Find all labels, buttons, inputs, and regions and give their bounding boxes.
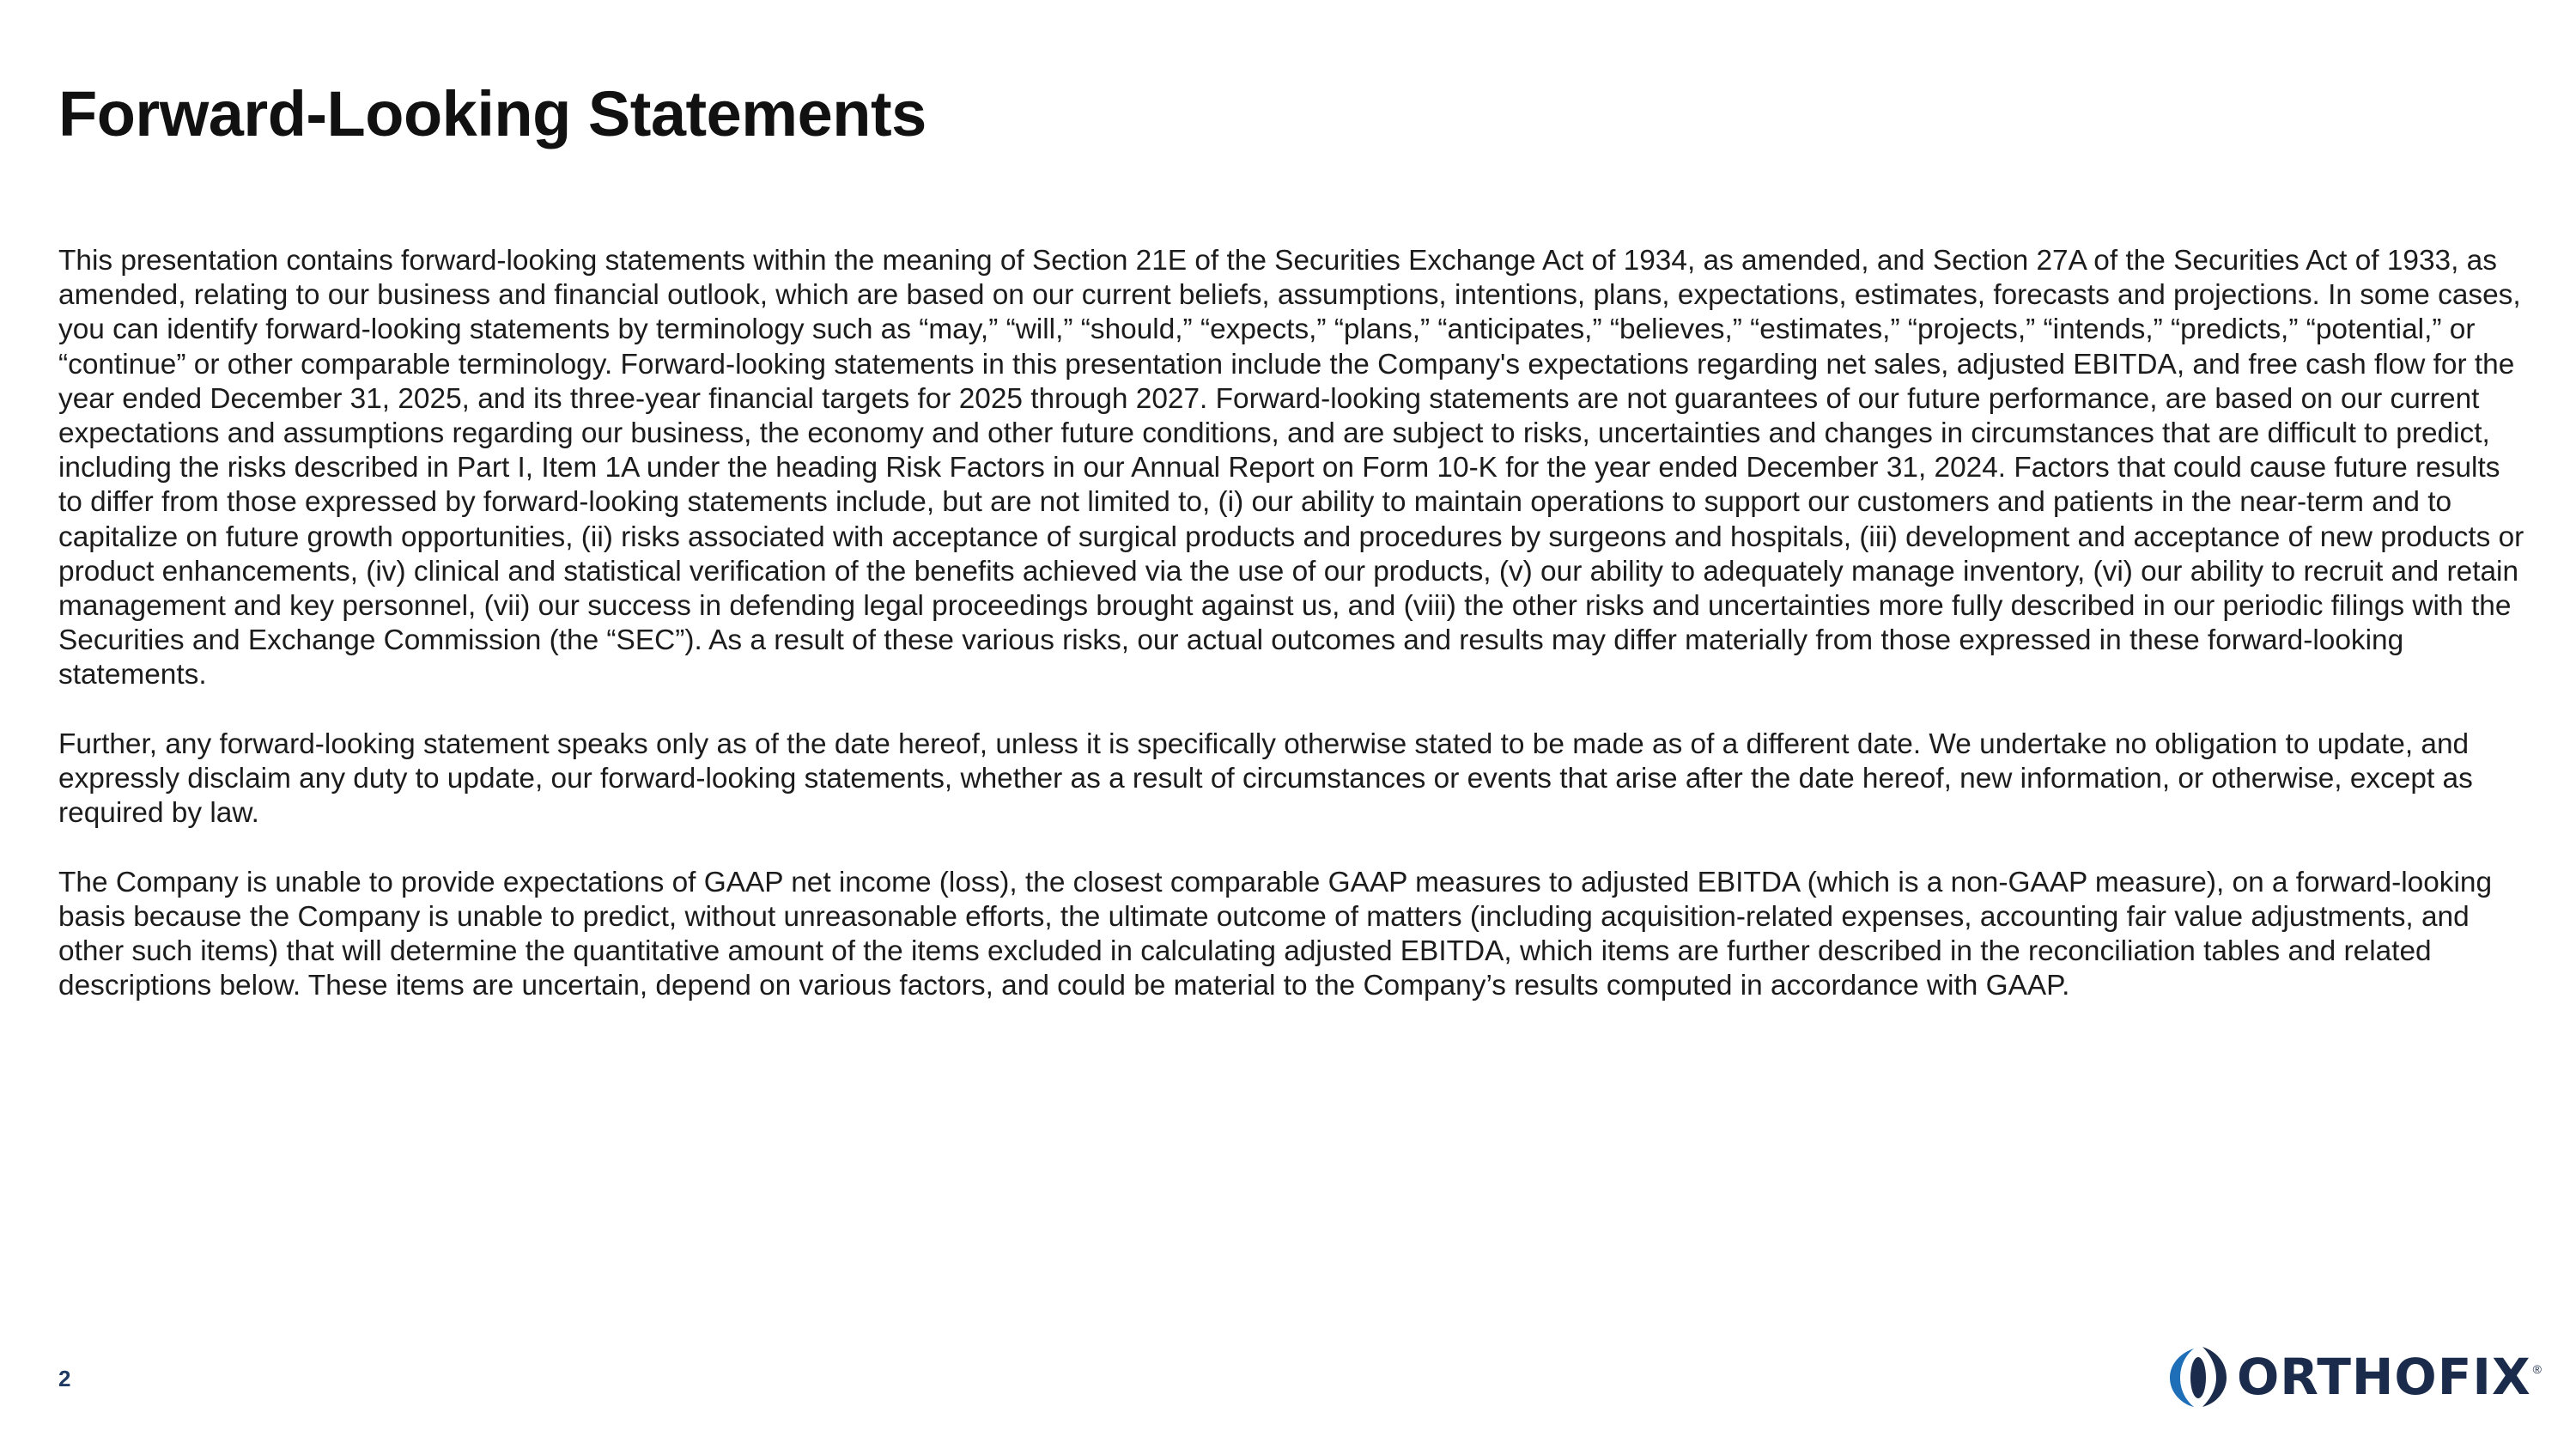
- paragraph-gaap: The Company is unable to provide expectations of GAAP net income (loss), the closest comparable GAAP measures to adjusted EBITDA (which is a non-GAAP measure), on a forward-looking basis because the Company is unable to predict, without unreasonable efforts, the ultimate outcome of matters (including acquisition-related expenses, accounting fair value adjustments, and other such items) that will determine the quantitative amount of the items excluded in calculating adjusted EBITDA, which items are further described in the reconciliation tables and related descriptions below. These items are uncertain, depend on various factors, and could be material to the Company’s results computed in accordance with GAAP.: [58, 866, 2493, 1002]
- page-number: 2: [58, 1366, 71, 1391]
- logo-wordmark: ORTHOFIX: [2236, 1348, 2531, 1406]
- paragraph-forward-looking: This presentation contains forward-looking statements within the meaning of Section 21E of the Securities Exchange Act of 1934, as amended, and Section 27A of the Securities Act of 1933, as amended, relating to our business and financial outlook, which are based on our current beliefs, assumptions, intentions, plans, expectations, estimates, forecasts and projections. In some cases, you can identify forward-looking statements by terminology such as “may,” “will,” “should,” “expects,” “plans,” “anticipates,” “believes,” “estimates,” “projects,” “intends,” “predicts,” “potential,” or “continue” or other comparable terminology. Forward-looking statements in this presentation include the Company's expectations regarding net sales, adjusted EBITDA, and free cash flow for the year ended December 31, 2025, and its three-year financial targets for 2025 through 2027. Forward-looking statements are not guarantees of our future performance, are based on our current expectations and assumptions regarding our business, the economy and other future conditions, and are subject to risks, uncertainties and changes in circumstances that are difficult to predict, including the risks described in Part I, Item 1A under the heading Risk Factors in our Annual Report on Form 10-K for the year ended December 31, 2024. Factors that could cause future results to differ from those expressed by forward-looking statements include, but are not limited to, (i) our ability to maintain operations to support our customers and patients in the near-term and to capitalize on future growth opportunities, (ii) risks associated with acceptance of surgical products and procedures by surgeons and hospitals, (iii) development and acceptance of new products or product enhancements, (iv) clinical and statistical verification of the benefits achieved via the use of our products, (v) our ability to adequately manage inventory, (vi) our ability to recruit and retain management and key personnel, (vii) our success in defending legal proceedings brought against us, and (viii) the other risks and uncertainties more fully described in our periodic filings with the Securities and Exchange Commission (the “SEC”). As a result of these various risks, our actual outcomes and results may differ materially from those expressed in these forward-looking statements.: [58, 245, 2524, 691]
- company-logo: [2168, 1345, 2542, 1409]
- registered-mark: ®: [2532, 1362, 2542, 1376]
- page-title: Forward-Looking Statements: [58, 78, 927, 149]
- paragraph-no-obligation: Further, any forward-looking statement speaks only as of the date hereof, unless it is specifically otherwise stated to be made as of a different date. We undertake no obligation to update, and expressly disclaim any duty to update, our forward-looking statements, whether as a result of circumstances or events that arise after the date hereof, new information, or otherwise, except as required by law.: [58, 728, 2473, 830]
- disclaimer-body: [58, 244, 2531, 1038]
- orthofix-swoosh-icon: [2168, 1345, 2228, 1409]
